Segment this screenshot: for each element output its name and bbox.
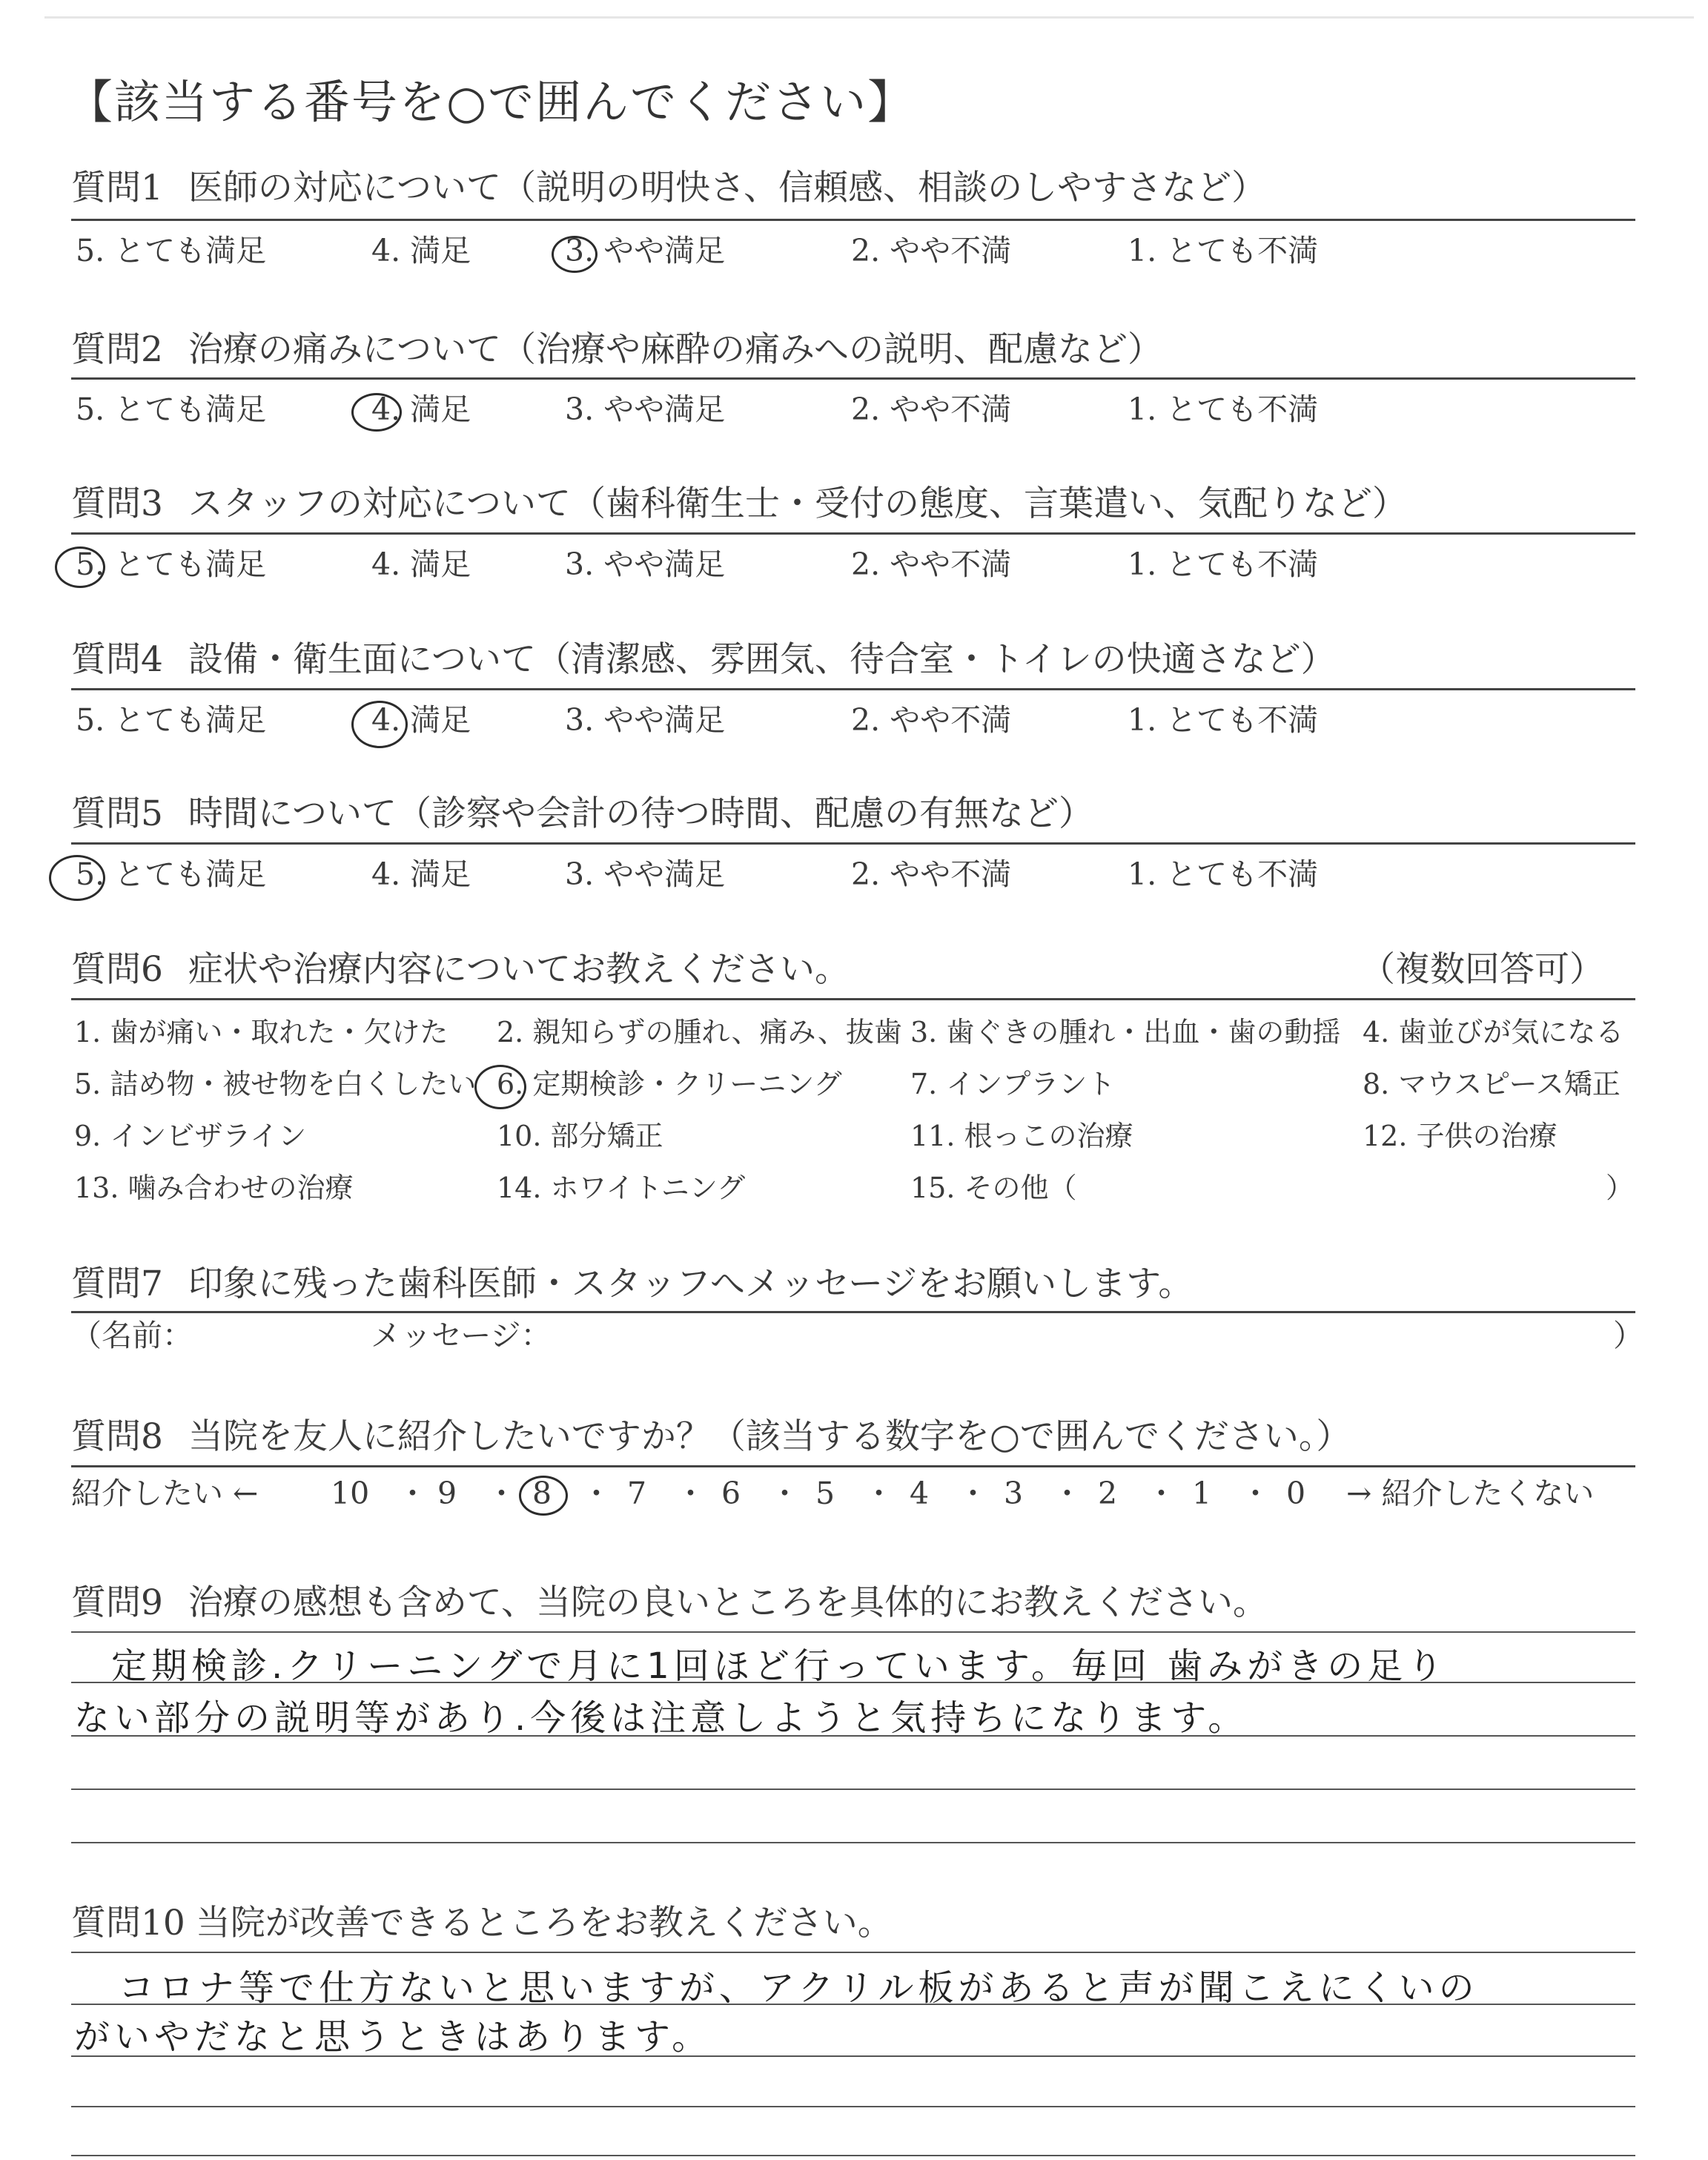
question-7: [71, 1261, 1635, 1308]
question-2-title: [71, 326, 1635, 374]
question-2-rule: [71, 377, 1635, 380]
question-text: 医師の対応について（説明の明快さ、信頼感、相談のしやすさなど）: [188, 168, 1267, 208]
symptom-item[interactable]: 10. 部分矯正: [497, 1120, 663, 1152]
selection-circle: [474, 1065, 526, 1109]
scale-value[interactable]: 0: [1286, 1476, 1306, 1511]
question-number: 質問9: [71, 1582, 163, 1623]
name-label: （名前：: [71, 1318, 193, 1353]
option-4[interactable]: 4. 満足: [371, 546, 471, 582]
other-close-paren: ）: [1606, 1172, 1635, 1204]
question-5: [71, 790, 1635, 838]
option-2[interactable]: 2. やや不満: [851, 856, 1012, 892]
question-8-rule: [71, 1465, 1635, 1467]
symptom-item[interactable]: 8. マウスピース矯正: [1363, 1068, 1621, 1100]
handwritten-answer-line-1: コロナ等で仕方ないと思いますが、アクリル板があると声が聞こえにくいの: [119, 1967, 1479, 2009]
option-1[interactable]: 1. とても不満: [1128, 702, 1319, 738]
referral-scale: 紹介したい ← 10 ・ 9 ・ 8 ・ 7 ・ 6 ・ 5 ・ 4 ・ 3 ・ 2 ・ 1 ・ 0 → 紹介したくない: [71, 1471, 1635, 1516]
question-8-title: [71, 1413, 1635, 1461]
question-text: 時間について（診察や会計の待つ時間、配慮の有無など）: [188, 793, 1093, 834]
handwritten-answer-line-2: がいやだなと思うときはあります。: [74, 2016, 712, 2058]
symptom-item[interactable]: 12. 子供の治療: [1363, 1120, 1558, 1152]
symptom-item[interactable]: 15. その他（: [910, 1172, 1077, 1204]
scale-value[interactable]: 2: [1098, 1476, 1118, 1511]
selection-circle: [519, 1476, 568, 1516]
question-number: 質問4: [71, 639, 163, 680]
question-9: [71, 1579, 1635, 1627]
symptom-item[interactable]: 4. 歯並びが気になる: [1363, 1016, 1624, 1048]
question-text: 症状や治療内容についてお教えください。: [188, 949, 850, 990]
scale-value[interactable]: 7: [627, 1476, 647, 1511]
option-2[interactable]: 2. やや不満: [851, 702, 1012, 738]
answer-line: [71, 2106, 1635, 2107]
question-4-title: [71, 636, 1635, 684]
option-1[interactable]: 1. とても不満: [1128, 233, 1319, 268]
option-4[interactable]: 4. 満足: [371, 233, 471, 268]
option-3[interactable]: 3. やや満足: [565, 702, 726, 738]
question-10: [71, 1900, 1635, 1947]
question-3-rule: [71, 532, 1635, 535]
question-3-options: [71, 544, 1635, 585]
question-9-title: [71, 1579, 1635, 1627]
message-fields: [71, 1315, 1644, 1356]
symptom-item[interactable]: 2. 親知らずの腫れ、痛み、抜歯: [497, 1016, 902, 1048]
question-number: 質問1: [71, 168, 163, 208]
question-5-rule: [71, 842, 1635, 845]
question-text: スタッフの対応について（歯科衛生士・受付の態度、言葉遣い、気配りなど）: [188, 483, 1407, 524]
answer-line: [71, 1952, 1635, 1953]
scale-value[interactable]: 9: [437, 1476, 457, 1511]
option-1[interactable]: 1. とても不満: [1128, 392, 1319, 427]
answer-line: [71, 1789, 1635, 1790]
selection-circle: [351, 701, 408, 748]
scale-value[interactable]: 5: [815, 1476, 835, 1511]
option-3[interactable]: 3. やや満足: [565, 392, 726, 427]
question-10-title: [71, 1900, 1635, 1947]
option-3[interactable]: 3. やや満足: [565, 546, 726, 582]
option-4[interactable]: 4. 満足: [371, 392, 471, 427]
message-label: メッセージ：: [371, 1318, 552, 1353]
question-text: 設備・衛生面について（清潔感、雰囲気、待合室・トイレの快適さなど）: [188, 639, 1336, 680]
handwritten-answer-line-2: ない部分の説明等があり.今後は注意しようと気持ちになります。: [74, 1697, 1248, 1739]
symptom-grid: [74, 1011, 1638, 1234]
answer-line: [71, 1842, 1635, 1843]
option-3[interactable]: 3. やや満足: [565, 856, 726, 892]
question-text: 当院を友人に紹介したいですか？（該当する数字を○で囲んでください。）: [188, 1416, 1351, 1457]
option-3[interactable]: 3. やや満足: [565, 233, 726, 268]
option-4[interactable]: 4. 満足: [371, 856, 471, 892]
selection-circle: [351, 393, 402, 432]
selection-circle: [49, 855, 105, 901]
question-8: [71, 1413, 1635, 1461]
scale-value[interactable]: 3: [1004, 1476, 1024, 1511]
option-5[interactable]: 5. とても満足: [76, 546, 267, 582]
question-text: 治療の感想も含めて、当院の良いところを具体的にお教えください。: [188, 1582, 1268, 1623]
question-number: 質問8: [71, 1416, 163, 1457]
question-7-title: [71, 1261, 1635, 1308]
option-2[interactable]: 2. やや不満: [851, 546, 1012, 582]
question-5-title: [71, 790, 1635, 838]
handwritten-answer-line-1: 定期検診.クリーニングで月に1回ほど行っています。毎回 歯みがきの足り: [111, 1645, 1448, 1687]
scale-value[interactable]: 10: [331, 1476, 370, 1511]
scale-value[interactable]: 8: [532, 1476, 552, 1511]
symptom-item[interactable]: 13. 噛み合わせの治療: [74, 1172, 354, 1204]
answer-line: [71, 1631, 1635, 1633]
question-1-options: [71, 230, 1635, 271]
top-border: [44, 16, 1694, 19]
option-4[interactable]: 4. 満足: [371, 702, 471, 738]
question-1: [71, 165, 1635, 212]
symptom-item[interactable]: 11. 根っこの治療: [910, 1120, 1133, 1152]
question-4-options: [71, 699, 1635, 741]
question-number: 質問6: [71, 949, 163, 990]
question-text: 治療の痛みについて（治療や麻酔の痛みへの説明、配慮など）: [188, 329, 1163, 370]
symptom-item[interactable]: 14. ホワイトニング: [497, 1172, 746, 1204]
question-4: [71, 636, 1635, 684]
question-1-rule: [71, 219, 1635, 221]
question-6: [71, 946, 1635, 994]
question-number: 質問10: [71, 1903, 185, 1943]
symptom-item[interactable]: 1. 歯が痛い・取れた・欠けた: [74, 1016, 448, 1048]
multiple-answers-note: （複数回答可）: [1360, 949, 1604, 990]
scale-value[interactable]: 1: [1192, 1476, 1212, 1511]
option-2[interactable]: 2. やや不満: [851, 233, 1012, 268]
question-number: 質問2: [71, 329, 163, 370]
recommend-label: 紹介したい ←: [71, 1476, 259, 1511]
close-paren: ）: [1613, 1318, 1644, 1353]
selection-circle: [552, 236, 598, 273]
question-5-options: [71, 853, 1635, 895]
option-5[interactable]: 5. とても満足: [76, 233, 267, 268]
symptom-item[interactable]: 9. インビザライン: [74, 1120, 307, 1152]
scale-value[interactable]: 4: [910, 1476, 930, 1511]
question-text: 印象に残った歯科医師・スタッフへメッセージをお願いします。: [188, 1264, 1194, 1304]
question-3-title: [71, 480, 1635, 528]
question-number: 質問7: [71, 1264, 163, 1304]
option-2[interactable]: 2. やや不満: [851, 392, 1012, 427]
option-1[interactable]: 1. とても不満: [1128, 856, 1319, 892]
symptom-item[interactable]: 3. 歯ぐきの腫れ・出血・歯の動揺: [910, 1016, 1341, 1048]
question-text: 当院が改善できるところをお教えください。: [195, 1903, 893, 1943]
question-number: 質問3: [71, 483, 163, 524]
question-7-rule: [71, 1311, 1635, 1313]
question-6-rule: [71, 998, 1635, 1000]
instruction-header: 【該当する番号を○で囲んでください】: [67, 75, 916, 129]
symptom-item[interactable]: 6. 定期検診・クリーニング: [497, 1068, 842, 1100]
selection-circle: [55, 546, 105, 588]
question-4-rule: [71, 688, 1635, 690]
question-3: [71, 480, 1635, 528]
question-1-title: [71, 165, 1635, 212]
question-number: 質問5: [71, 793, 163, 834]
question-2: [71, 326, 1635, 374]
question-2-options: [71, 389, 1635, 430]
option-5[interactable]: 5. とても満足: [76, 702, 267, 738]
symptom-item[interactable]: 7. インプラント: [910, 1068, 1116, 1100]
option-5[interactable]: 5. とても満足: [76, 392, 267, 427]
option-1[interactable]: 1. とても不満: [1128, 546, 1319, 582]
not-recommend-label: → 紹介したくない: [1346, 1476, 1595, 1511]
option-5[interactable]: 5. とても満足: [76, 856, 267, 892]
answer-line: [71, 2155, 1635, 2156]
symptom-item[interactable]: 5. 詰め物・被せ物を白くしたい: [74, 1068, 477, 1100]
scale-value[interactable]: 6: [721, 1476, 741, 1511]
